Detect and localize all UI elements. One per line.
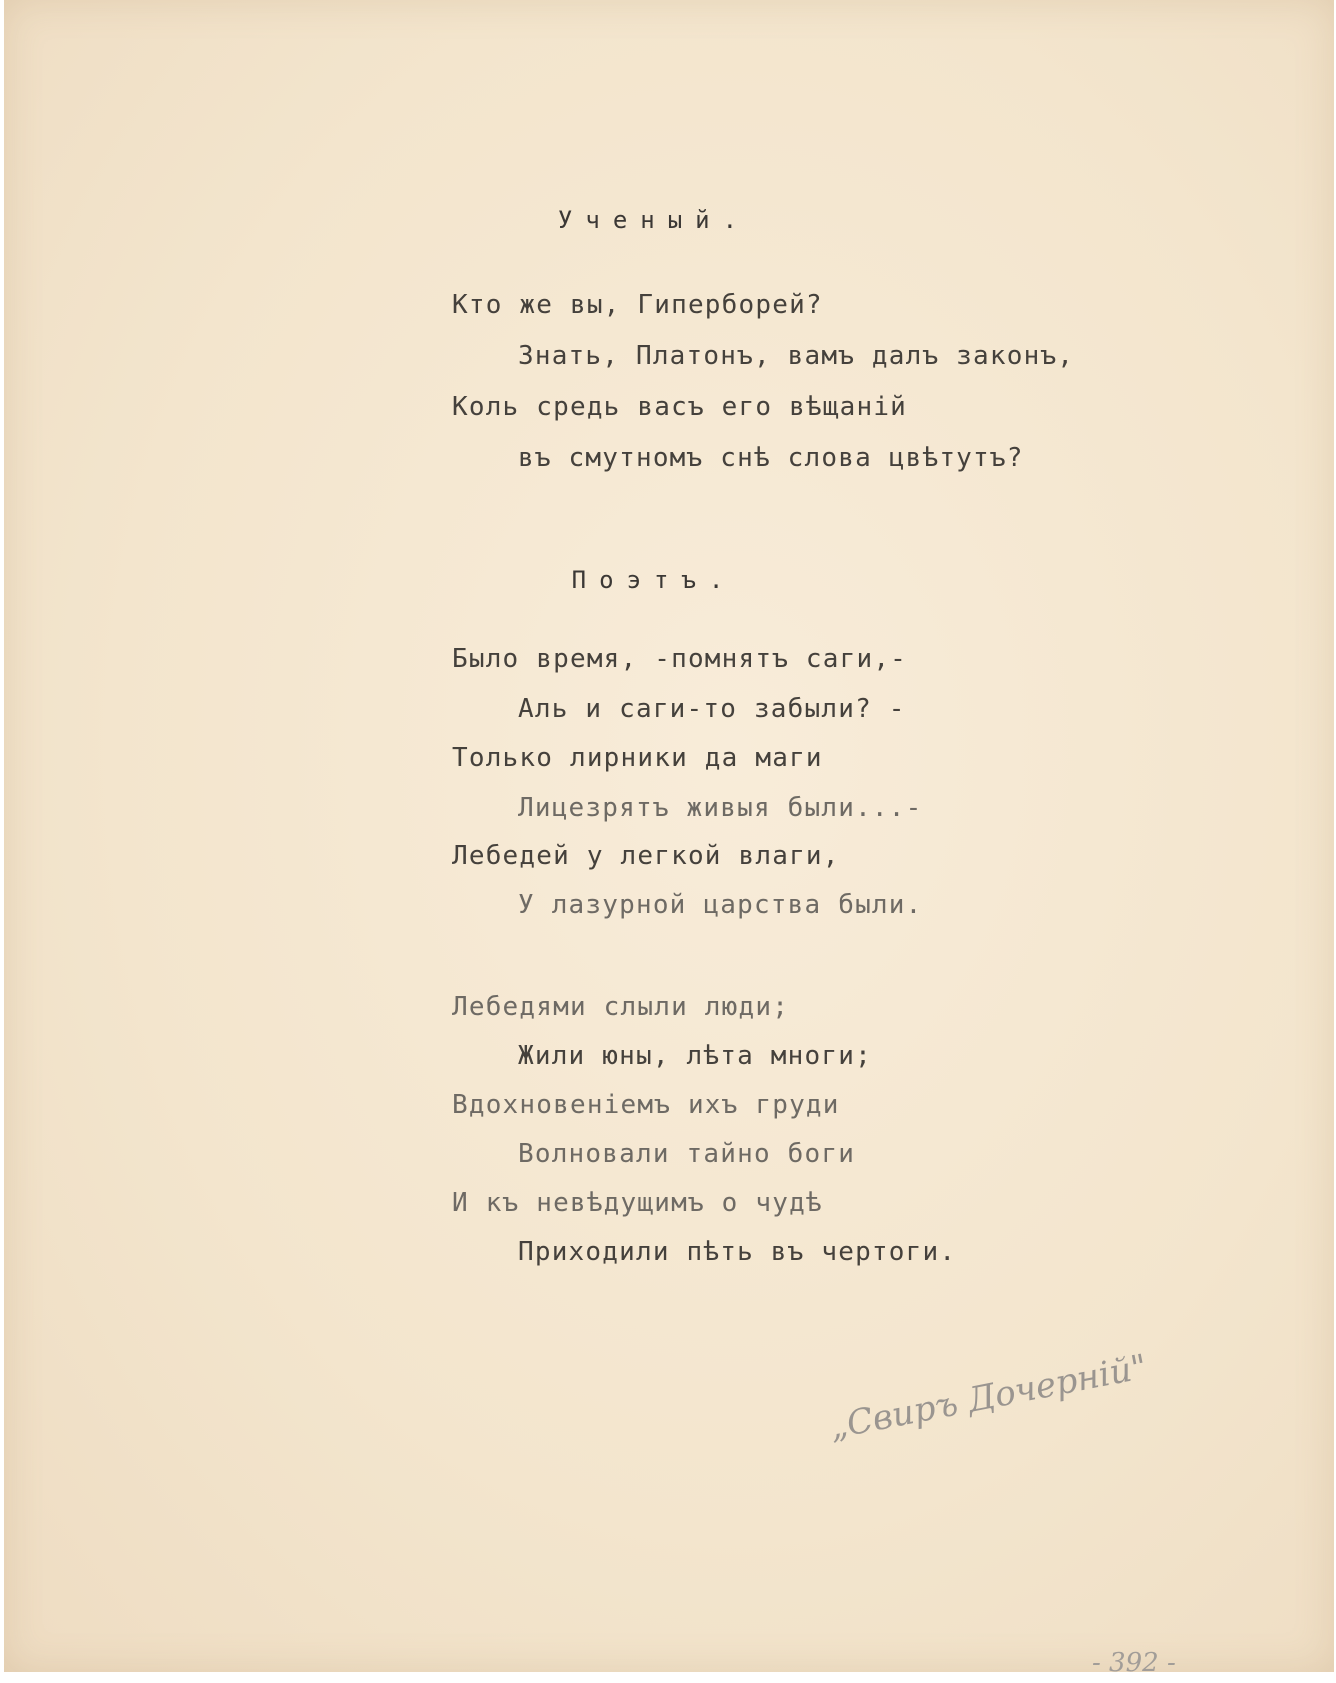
poem-line: Лебедей у легкой влаги, [452,841,840,871]
poem-line: Аль и саги-то забыли? - [518,694,906,724]
handwritten-annotation: „Свиръ Дочерній" [826,1346,1151,1448]
poem-line: У лазурной царства были. [518,890,923,920]
section-title-poet: Поэтъ. [571,566,737,594]
poem-line: Лебедями слыли люди; [452,992,790,1022]
manuscript-page [4,0,1334,1678]
poem-line: Знать, Платонъ, вамъ далъ законъ, [518,341,1075,371]
poem-line: Жили юны, лѣта многи; [518,1041,872,1071]
poem-line: Лицезрятъ живыя были...- [518,793,923,823]
page-number: - 392 - [1092,1648,1176,1678]
poem-line: Волновали тайно боги [518,1139,856,1169]
poem-line: Приходили пѣть въ чертоги. [518,1237,957,1267]
poem-line: Вдохновеніемъ ихъ груди [452,1090,840,1120]
poem-line: И къ невѣдущимъ о чудѣ [452,1188,823,1218]
poem-line: въ смутномъ снѣ слова цвѣтутъ? [518,443,1024,473]
poem-line: Только лирники да маги [452,743,823,773]
poem-line: Было время, -помнятъ саги,- [452,644,908,674]
poem-line: Коль средь васъ его вѣщаній [452,392,908,422]
section-title-scholar: Ученый. [557,206,751,234]
poem-line: Кто же вы, Гиперборей? [452,290,823,320]
